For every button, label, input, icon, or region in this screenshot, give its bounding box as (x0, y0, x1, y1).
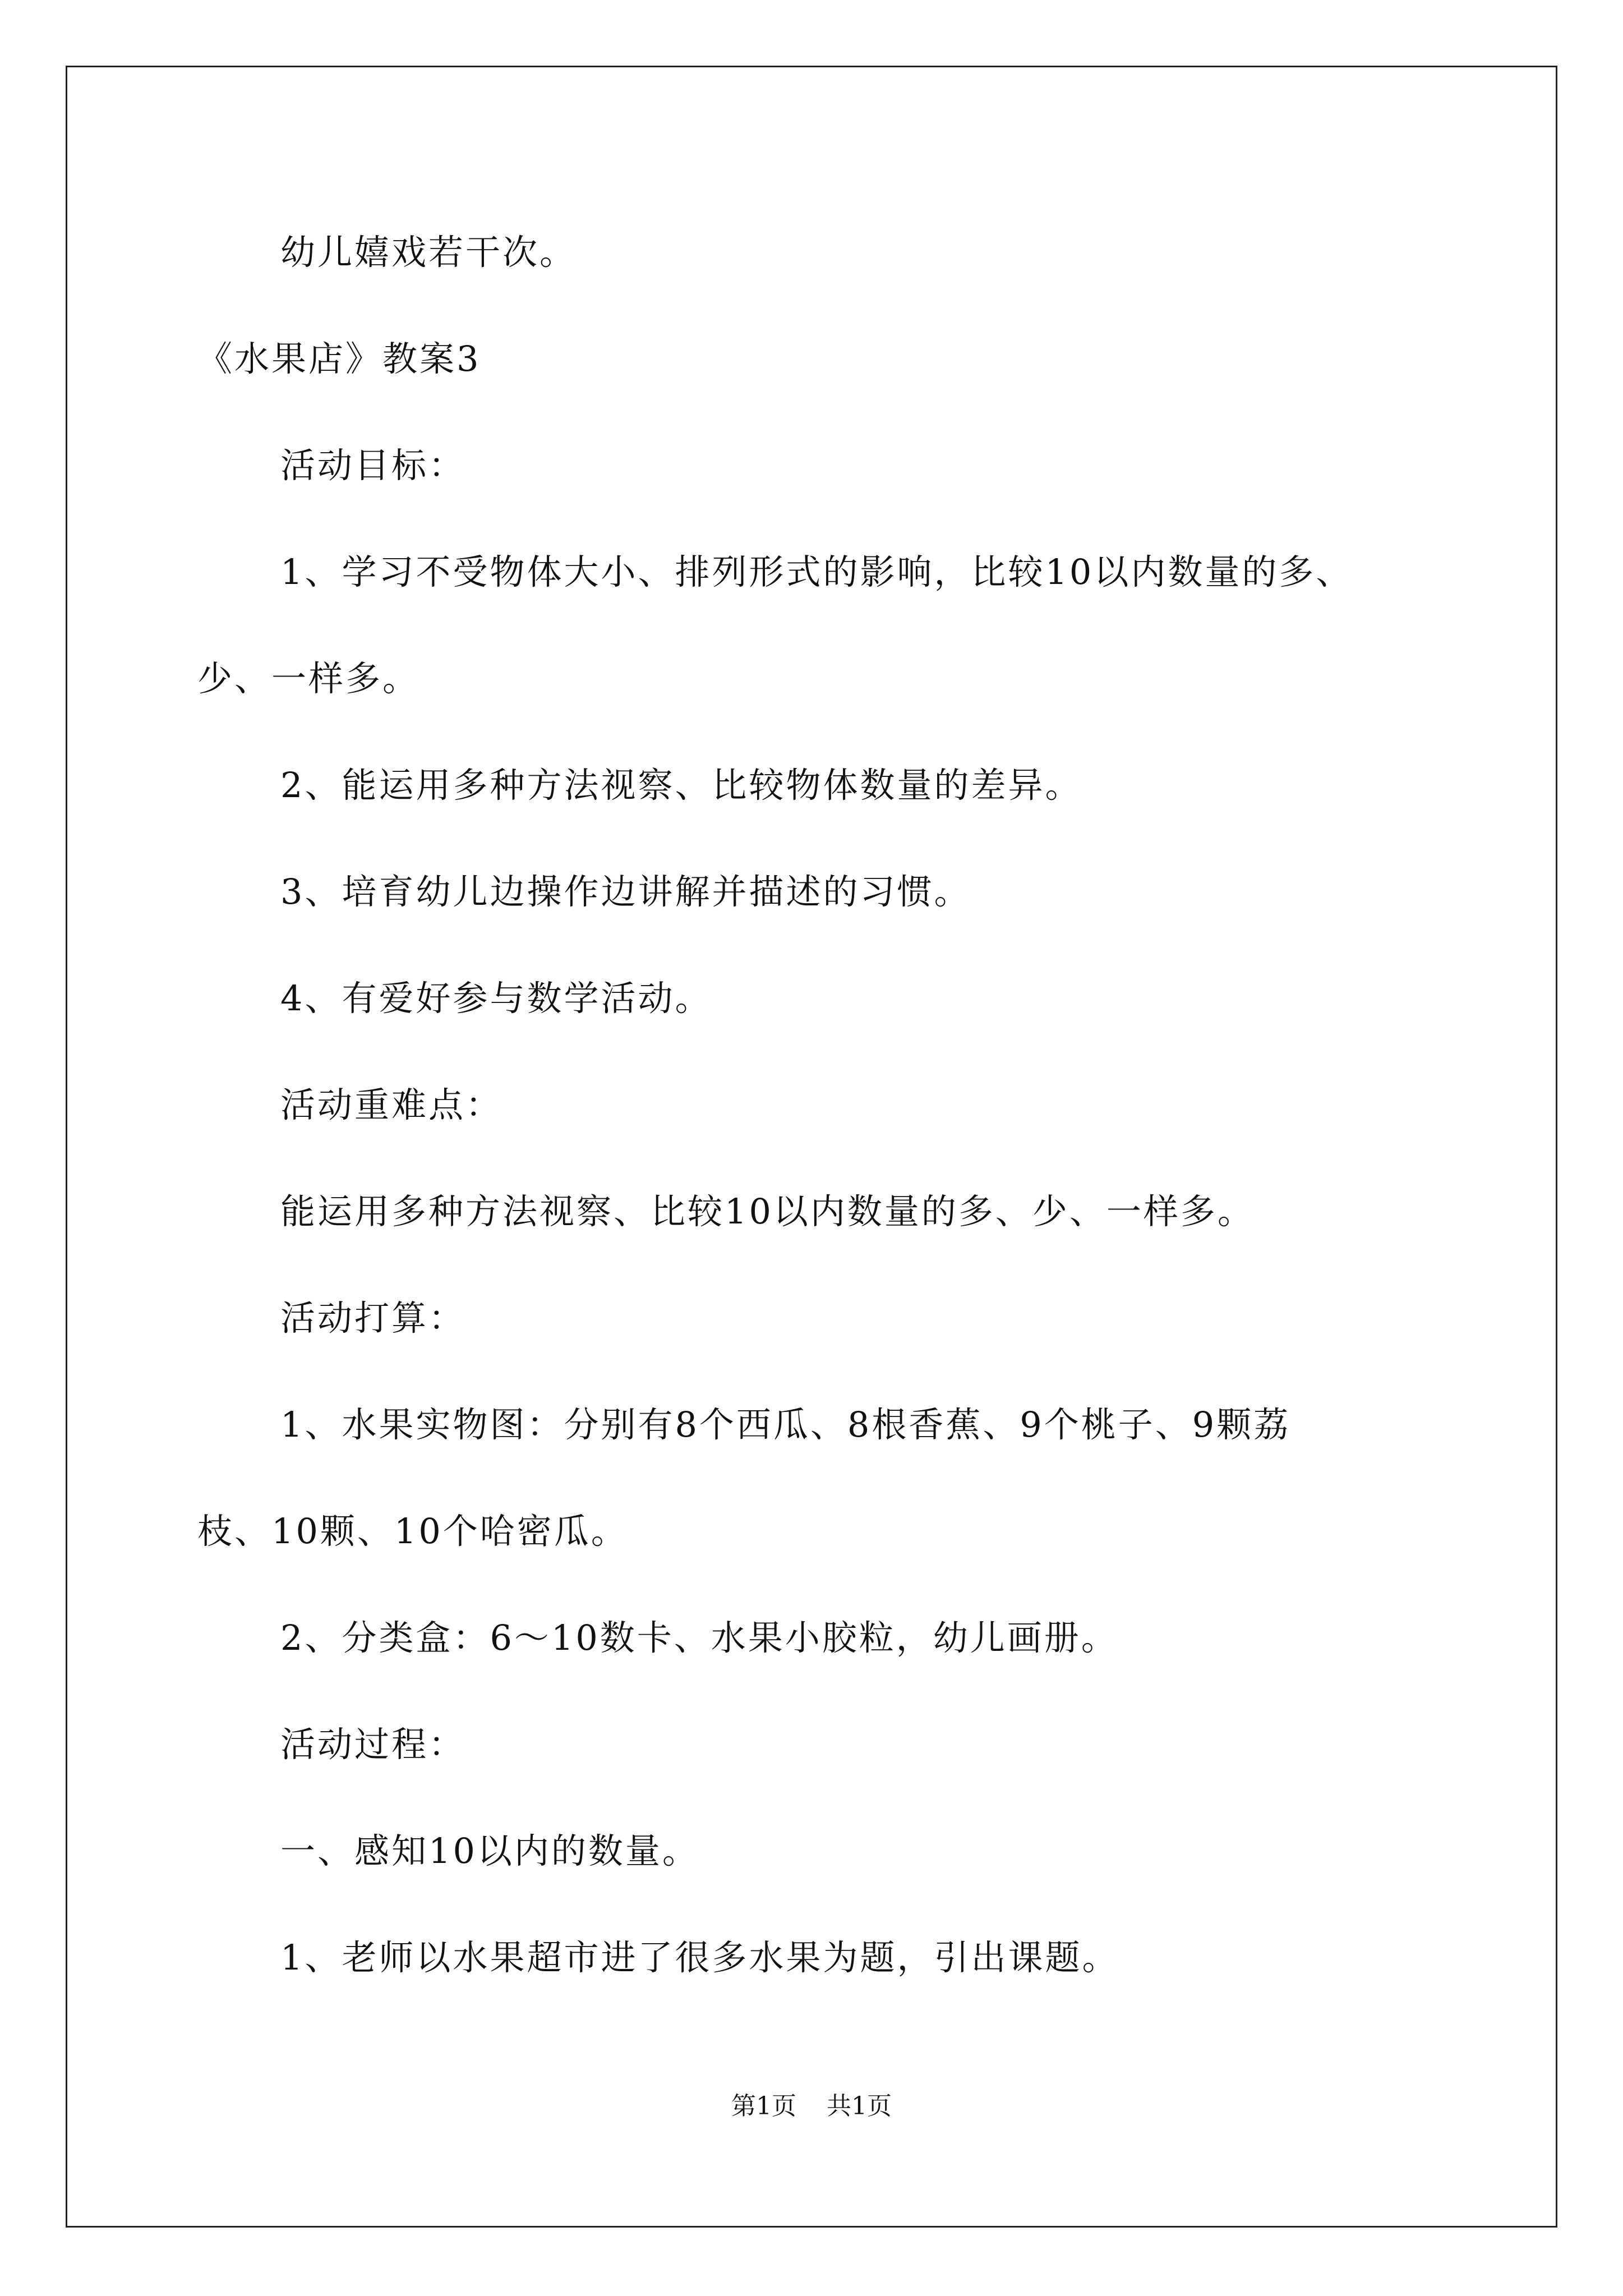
text-line: 活动目标： (280, 445, 466, 486)
text-line: 2、分类盒：6～10数卡、水果小胶粒，幼儿画册。 (280, 1617, 1118, 1658)
text-line: 1、学习不受物体大小、排列形式的影响，比较10以内数量的多、 (280, 551, 1353, 592)
section-heading: 《水果店》教案3 (197, 338, 481, 379)
page-total: 共1页 (827, 2092, 892, 2120)
page-border (66, 66, 1557, 2228)
page-footer (0, 2090, 1623, 2123)
page-number: 第1页 (731, 2092, 796, 2120)
text-line: 一、感知10以内的数量。 (280, 1830, 699, 1871)
text-line: 4、有爱好参与数学活动。 (280, 978, 712, 1019)
text-line: 少、一样多。 (197, 658, 420, 699)
text-line: 1、老师以水果超市进了很多水果为题，引出课题。 (280, 1937, 1119, 1978)
text-line: 2、能运用多种方法视察、比较物体数量的差异。 (280, 765, 1082, 806)
text-line: 能运用多种方法视察、比较10以内数量的多、少、一样多。 (280, 1191, 1255, 1232)
text-line: 枝、10颗、10个哈密瓜。 (197, 1511, 628, 1552)
text-line: 3、培育幼儿边操作边讲解并描述的习惯。 (280, 871, 971, 912)
text-line: 幼儿嬉戏若干次。 (280, 232, 577, 273)
text-line: 活动重难点： (280, 1084, 503, 1125)
text-line: 活动过程： (280, 1724, 466, 1765)
text-line: 活动打算： (280, 1297, 466, 1338)
text-line: 1、水果实物图：分别有8个西瓜、8根香蕉、9个桃子、9颗荔 (280, 1404, 1291, 1445)
